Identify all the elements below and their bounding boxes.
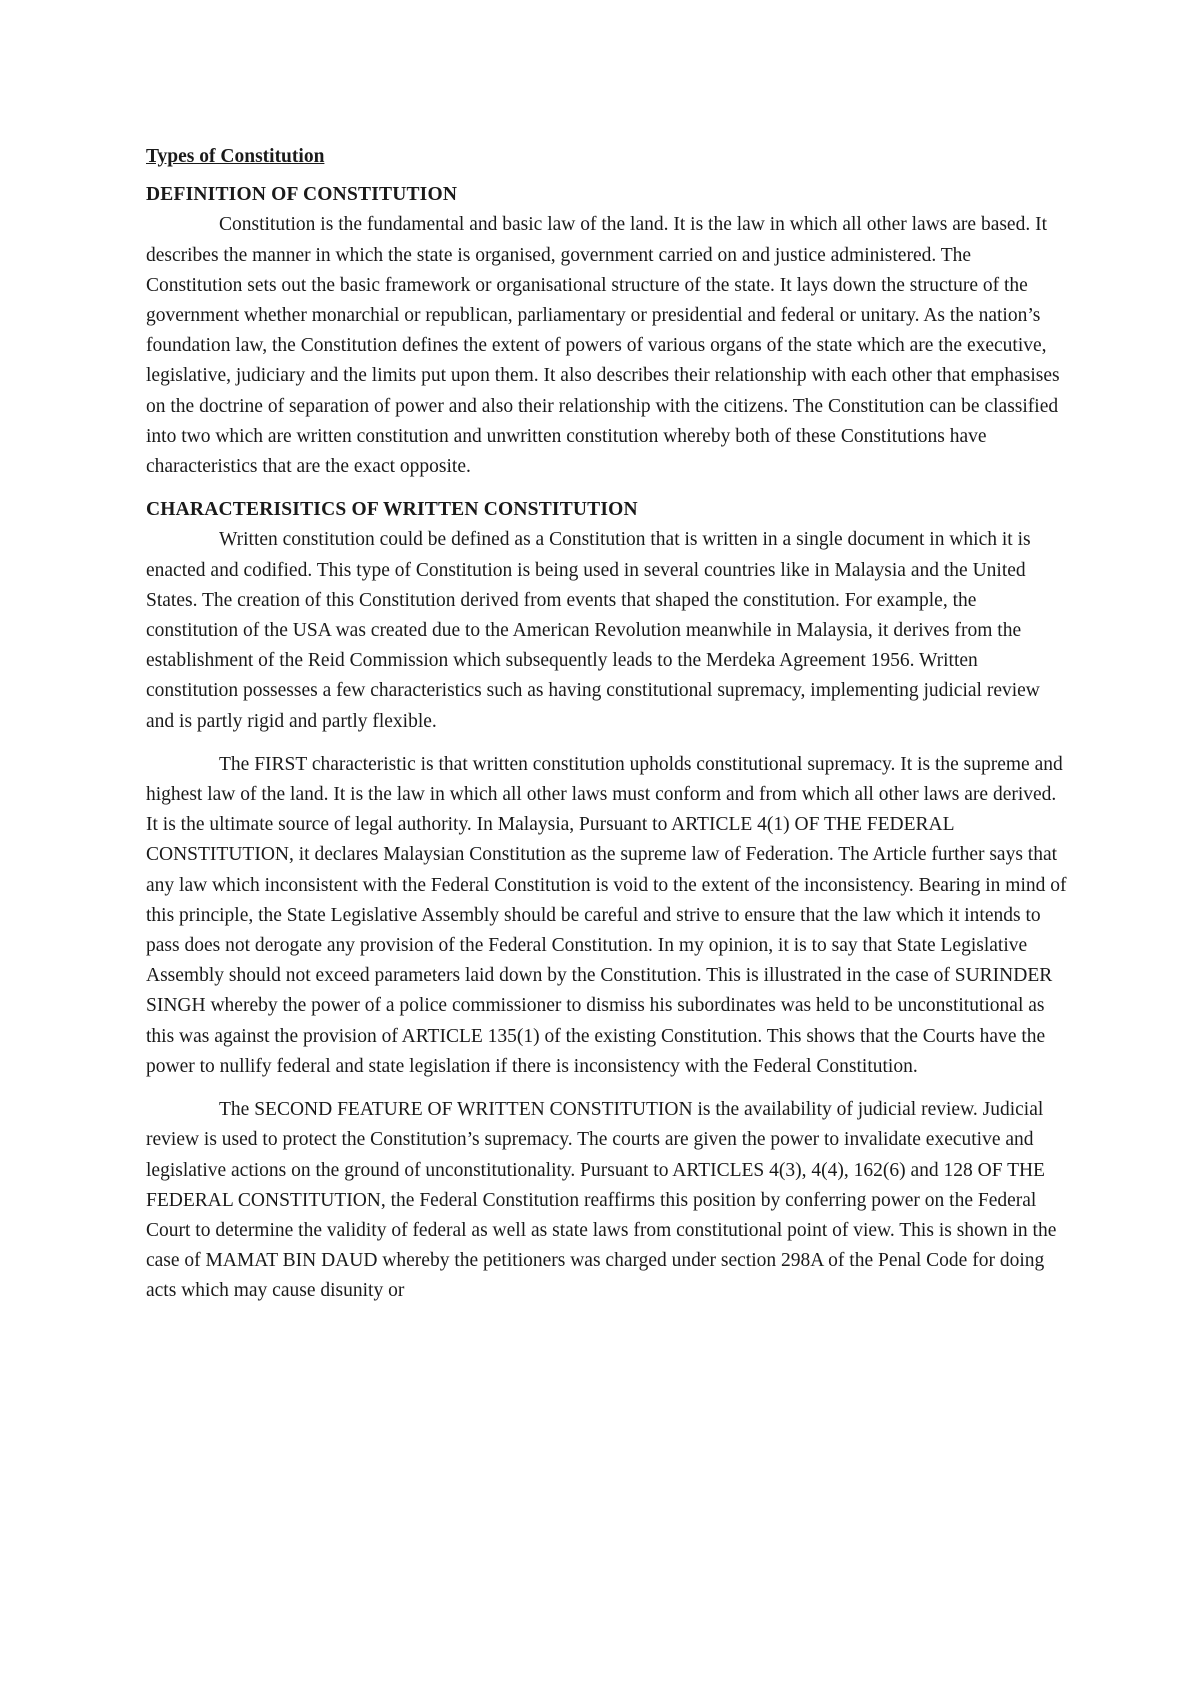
document-page [146, 142, 1068, 1307]
paragraph-second-feature: The SECOND FEATURE OF WRITTEN CONSTITUTION is the availability of judicial review. Judicial review is used to protect the Constitution’s supremacy. The courts are given the power to invalidate executive and legislative actions on the ground of unconstitutionality. Pursuant to ARTICLES 4(3), 4(4), 162(6) and 128 OF THE FEDERAL CONSTITUTION, the Federal Constitution reaffirms this position by conferring power on the Federal Court to determine the validity of federal as well as state laws from constitutional point of view. This is shown in the case of MAMAT BIN DAUD whereby the petitioners was charged under section 298A of the Penal Code for doing acts which may cause disunity or [146, 1099, 1057, 1302]
section-heading-definition: DEFINITION OF CONSTITUTION [146, 184, 458, 206]
document-title: Types of Constitution [146, 146, 325, 167]
section-heading-written-characteristics: CHARACTERISITICS OF WRITTEN CONSTITUTION [146, 499, 638, 521]
paragraph-first-characteristic: The FIRST characteristic is that written constitution upholds constitutional supremacy. It is the supreme and highest law of the land. It is the law in which all other laws must conform and from which all other laws are derived. It is the ultimate source of legal authority. In Malaysia, Pursuant to ARTICLE 4(1) OF THE FEDERAL CONSTITUTION, it declares Malaysian Constitution as the supreme law of Federation. The Article further says that any law which inconsistent with the Federal Constitution is void to the extent of the inconsistency. Bearing in mind of this principle, the State Legislative Assembly should be careful and strive to ensure that the law which it intends to pass does not derogate any provision of the Federal Constitution. In my opinion, it is to say that State Legislative Assembly should not exceed parameters laid down by the Constitution. This is illustrated in the case of SURINDER SINGH whereby the power of a police commissioner to dismiss his subordinates was held to be unconstitutional as this was against the provision of ARTICLE 135(1) of the existing Constitution. This shows that the Courts have the power to nullify federal and state legislation if there is inconsistency with the Federal Constitution. [146, 753, 1067, 1077]
paragraph-definition: Constitution is the fundamental and basic law of the land. It is the law in which all other laws are based. It describes the manner in which the state is organised, government carried on and justice administered. The Constitution sets out the basic framework or organisational structure of the state. It lays down the structure of the government whether monarchial or republican, parliamentary or presidential and federal or unitary. As the nation’s foundation law, the Constitution defines the extent of powers of various organs of the state which are the executive, legislative, judiciary and the limits put upon them. It also describes their relationship with each other that emphasises on the doctrine of separation of power and also their relationship with the citizens. The Constitution can be classified into two which are written constitution and unwritten constitution whereby both of these Constitutions have characteristics that are the exact opposite. [146, 214, 1060, 478]
paragraph-written-intro: Written constitution could be defined as a Constitution that is written in a single document in which it is enacted and codified. This type of Constitution is being used in several countries like in Malaysia and the United States. The creation of this Constitution derived from events that shaped the constitution. For example, the constitution of the USA was created due to the American Revolution meanwhile in Malaysia, it derives from the establishment of the Reid Commission which subsequently leads to the Merdeka Agreement 1956. Written constitution possesses a few characteristics such as having constitutional supremacy, implementing judicial review and is partly rigid and partly flexible. [146, 529, 1040, 732]
